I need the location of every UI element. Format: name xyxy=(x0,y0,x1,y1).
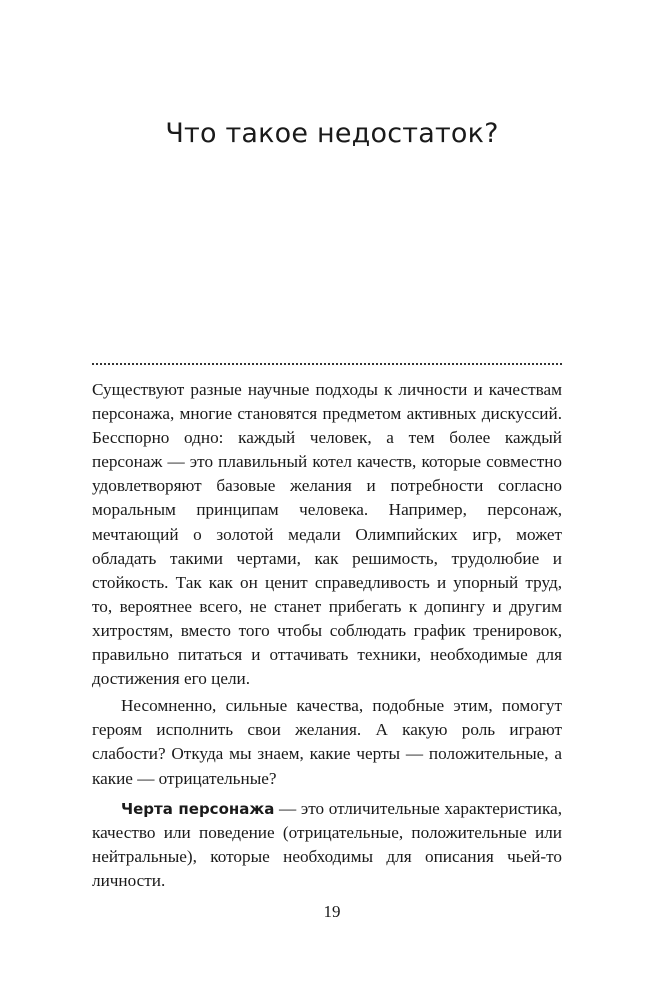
definition-term: Черта персонажа xyxy=(121,799,275,818)
paragraph-1: Существуют разные научные подходы к личности и качествам персонажа, многие становятся предметом активных дискуссий. Бесспорно одно: каждый человек, а тем более каждый персонаж — это плавильный котел качеств, которые совместно удовлетворяют базовые желания и потребности согласно моральным принципам человека. Например, персонаж, мечтающий о золотой медали Олимпийских игр, может обладать такими чертами, как решимость, трудолюбие и стойкость. Так как он ценит справедливость и упорный труд, то, вероятнее всего, не станет прибегать к допингу и другим хитростям, вместо того чтобы соблюдать график тренировок, правильно питаться и оттачивать техники, необходимые для достижения его цели. xyxy=(92,380,562,689)
page-number: 19 xyxy=(323,902,341,921)
definition-text: — это отличительные характеристика, качество или поведение (отрицательные, положительные или нейтральные), которые необходимы для описания чьей-то личности. xyxy=(92,798,562,890)
chapter-title: Что такое недостаток? xyxy=(165,118,499,149)
body-text xyxy=(92,378,562,893)
paragraph-2: Несомненно, сильные качества, подобные этим, помогут героям исполнить свои желания. А какую роль играют слабости? Откуда мы знаем, какие черты — положительные, а какие — отрицательные? xyxy=(92,696,562,788)
definition-paragraph xyxy=(92,797,562,893)
dotted-divider xyxy=(92,363,562,365)
